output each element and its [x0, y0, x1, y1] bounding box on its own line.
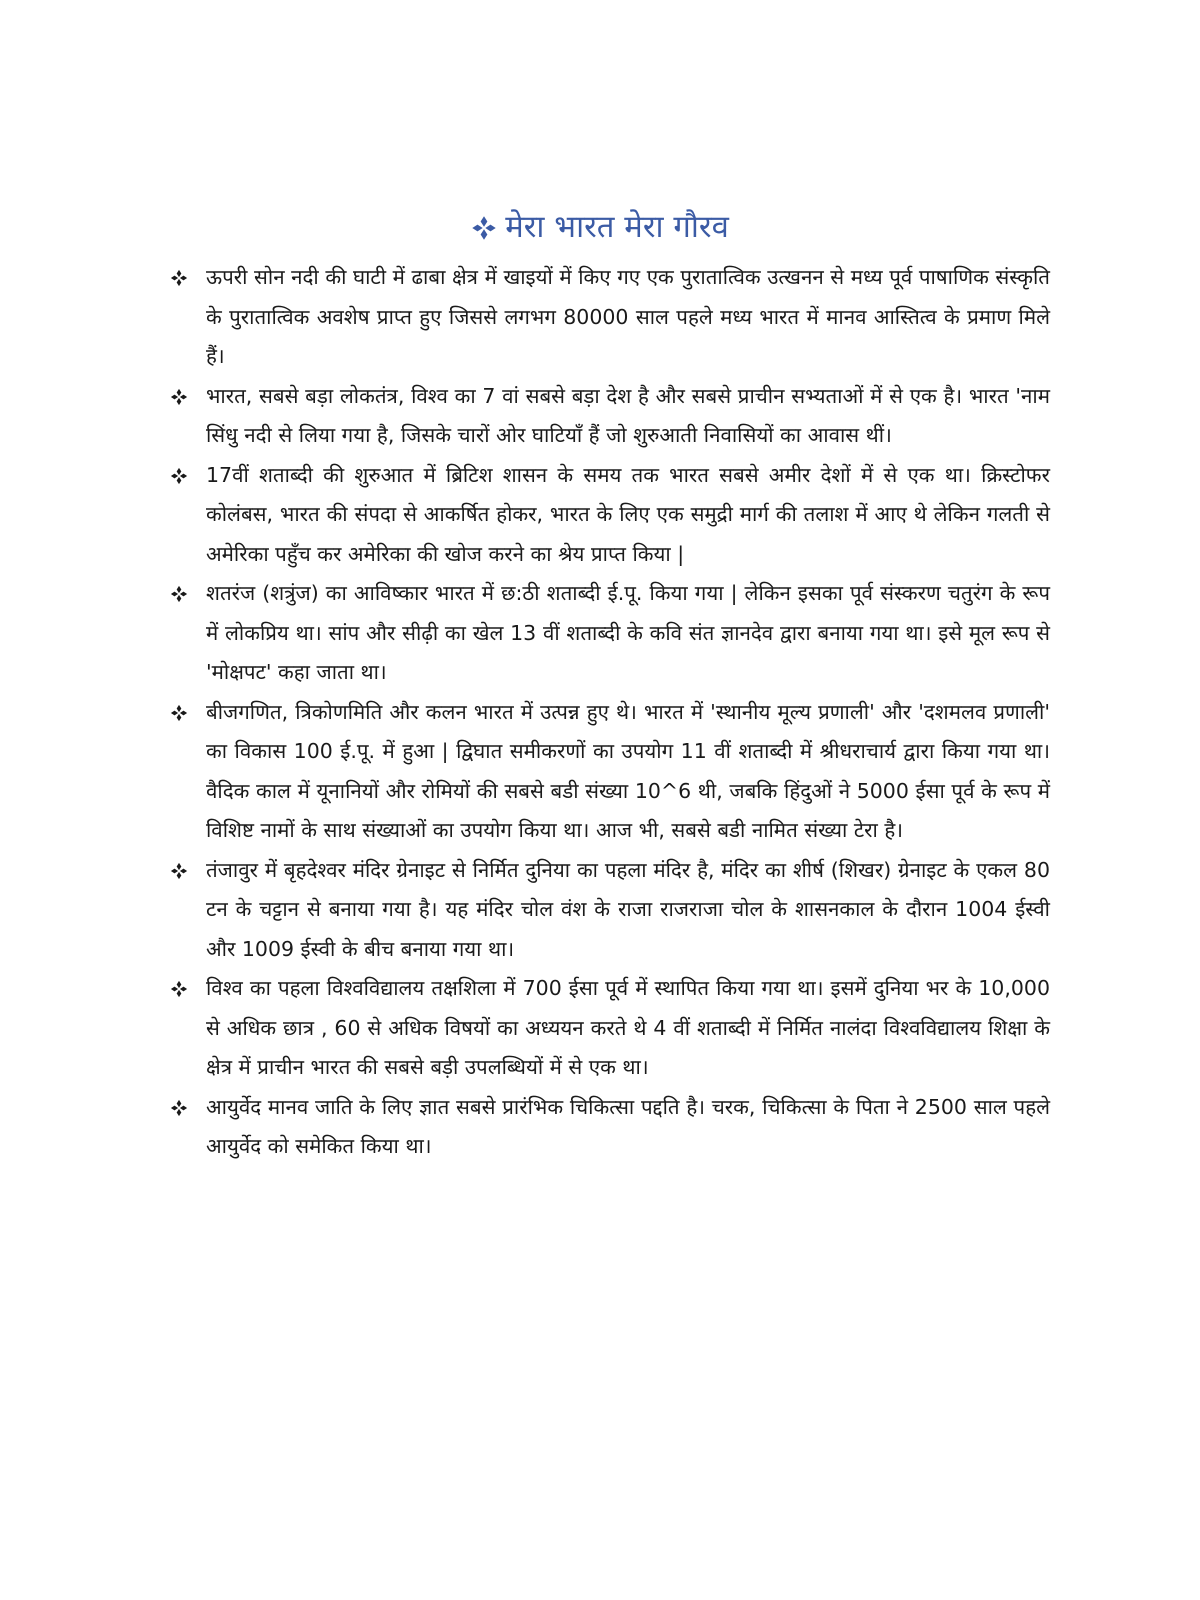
diamond-four-dots-icon — [471, 215, 497, 241]
list-item — [170, 1088, 1050, 1167]
list-item — [170, 851, 1050, 970]
list-item-text: भारत, सबसे बड़ा लोकतंत्र, विश्व का 7 वां सबसे बड़ा देश है और सबसे प्राचीन सभ्यताओं में से एक है। भारत 'नाम सिंधु नदी से लिया गया है, जिसके चारों ओर घाटियाँ हैं जो शुरुआती निवासियों का आवास थीं। — [206, 383, 1050, 447]
list-item-text: विश्व का पहला विश्वविद्यालय तक्षशिला में 700 ईसा पूर्व में स्थापित किया गया था। इसमें दुनिया भर के 10,000 से अधिक छात्र , 60 से अधिक विषयों का अध्ययन करते थे 4 वीं शताब्दी में निर्मित नालंदा विश्वविद्यालय शिक्षा के क्षेत्र में प्राचीन भारत की सबसे बड़ी उपलब्धियों में से एक था। — [206, 976, 1050, 1079]
list-item — [170, 377, 1050, 456]
diamond-four-dots-icon — [170, 269, 188, 287]
diamond-four-dots-icon — [170, 704, 188, 722]
list-item — [170, 969, 1050, 1088]
diamond-four-dots-icon — [170, 388, 188, 406]
diamond-four-dots-icon — [170, 1099, 188, 1117]
list-item — [170, 258, 1050, 377]
list-item-text: 17वीं शताब्दी की शुरुआत में ब्रिटिश शासन के समय तक भारत सबसे अमीर देशों में से एक था। क्रिस्टोफर कोलंबस, भारत की संपदा से आकर्षित होकर, भारत के लिए एक समुद्री मार्ग की तलाश में आए थे लेकिन गलती से अमेरिका पहुँच कर अमेरिका की खोज करने का श्रेय प्राप्त किया | — [206, 462, 1050, 566]
page-title: मेरा भारत मेरा गौरव — [505, 209, 729, 245]
list-item-text: आयुर्वेद मानव जाति के लिए ज्ञात सबसे प्रारंभिक चिकित्सा पद्दति है। चरक, चिकित्सा के पिता ने 2500 साल पहले आयुर्वेद को समेकित किया था। — [206, 1094, 1050, 1158]
list-item-text: शतरंज (शत्रुंज) का आविष्कार भारत में छ:ठी शताब्दी ई.पू. किया गया | लेकिन इसका पूर्व संस्करण चतुरंग के रूप में लोकप्रिय था। सांप और सीढ़ी का खेल 13 वीं शताब्दी के कवि संत ज्ञानदेव द्वारा बनाया गया था। इसे मूल रूप से 'मोक्षपट' कहा जाता था। — [206, 581, 1050, 684]
page-title-row — [0, 205, 1200, 249]
diamond-four-dots-icon — [170, 862, 188, 880]
list-item — [170, 574, 1050, 693]
diamond-four-dots-icon — [170, 980, 188, 998]
diamond-four-dots-icon — [170, 585, 188, 603]
list-item — [170, 456, 1050, 575]
list-item-text: बीजगणित, त्रिकोणमिति और कलन भारत में उत्पन्न हुए थे। भारत में 'स्थानीय मूल्य प्रणाली' और 'दशमलव प्रणाली' का विकास 100 ई.पू. में हुआ | द्विघात समीकरणों का उपयोग 11 वीं शताब्दी में श्रीधराचार्य द्वारा किया गया था। वैदिक काल में यूनानियों और रोमियों की सबसे बडी संख्या 10^6 थी, जबकि हिंदुओं ने 5000 ईसा पूर्व के रूप में विशिष्ट नामों के साथ संख्याओं का उपयोग किया था। आज भी, सबसे बडी नामित संख्या टेरा है। — [206, 699, 1050, 842]
list-item-text: तंजावुर में बृहदेश्वर मंदिर ग्रेनाइट से निर्मित दुनिया का पहला मंदिर है, मंदिर का शीर्ष (शिखर) ग्रेनाइट के एकल 80 टन के चट्टान से बनाया गया है। यह मंदिर चोल वंश के राजा राजराजा चोल के शासनकाल के दौरान 1004 ईस्वी और 1009 ईस्वी के बीच बनाया गया था। — [206, 857, 1050, 961]
diamond-four-dots-icon — [170, 467, 188, 485]
list-item-text: ऊपरी सोन नदी की घाटी में ढाबा क्षेत्र में खाइयों में किए गए एक पुरातात्विक उत्खनन से मध्य पूर्व पाषाणिक संस्कृति के पुरातात्विक अवशेष प्राप्त हुए जिससे लगभग 80000 साल पहले मध्य भारत में मानव आस्तित्व के प्रमाण मिले हैं। — [206, 265, 1050, 368]
list-item — [170, 693, 1050, 851]
fact-list — [170, 258, 1050, 1167]
